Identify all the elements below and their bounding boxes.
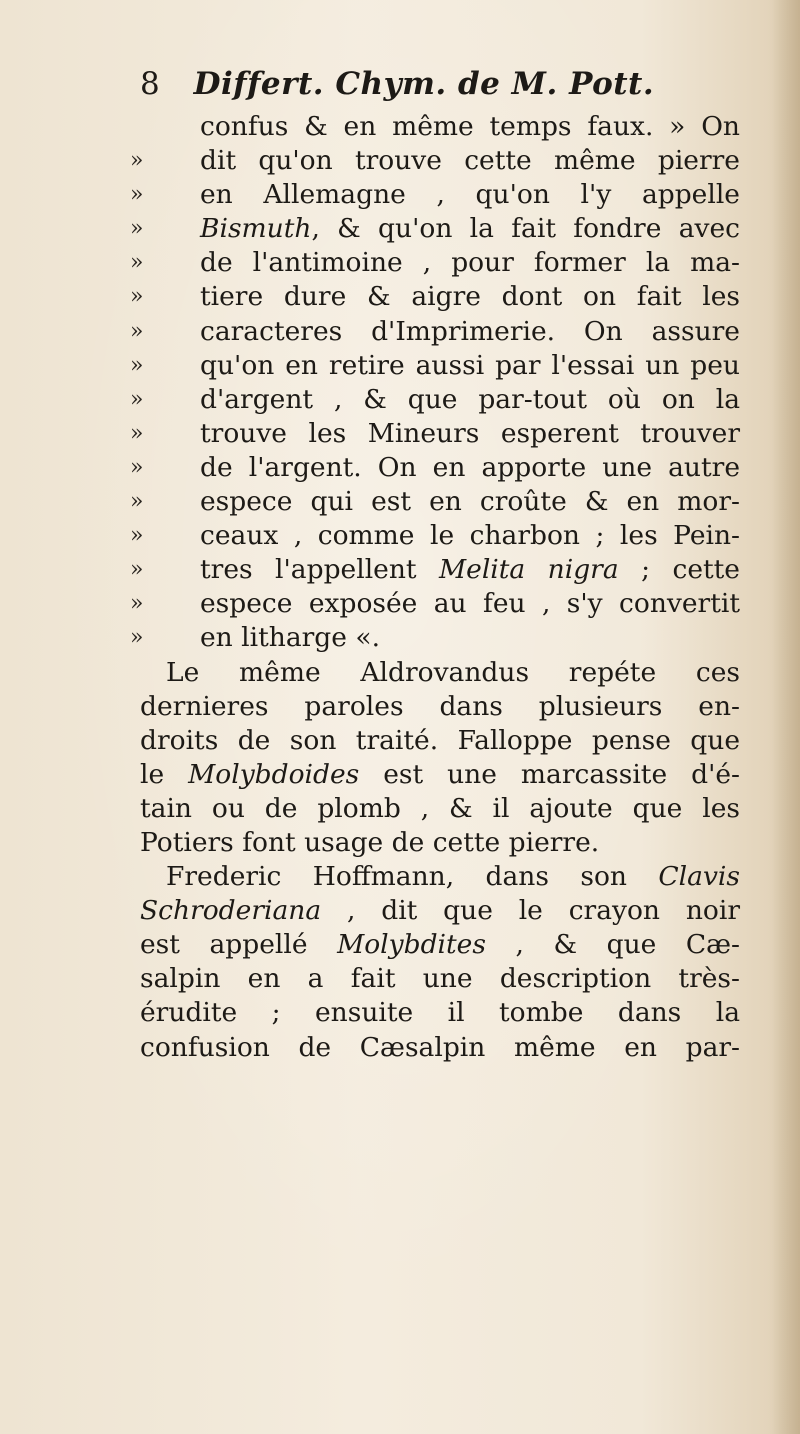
body-paragraphs — [140, 656, 760, 1065]
text-run: ; cette — [618, 554, 740, 586]
page-number: 8 — [140, 66, 160, 102]
text-run: espece exposée au feu , s'y convertit — [200, 588, 740, 620]
quotation-mark: » — [130, 454, 144, 480]
quotation-mark: » — [130, 250, 144, 276]
quotation-mark: » — [130, 420, 144, 446]
quotation-mark: » — [130, 557, 144, 583]
italic-text: Schroderiana — [140, 895, 322, 927]
text-run: le — [140, 758, 189, 790]
text-run: est appellé — [140, 929, 338, 961]
quotation-mark: » — [130, 284, 144, 310]
text-line — [140, 758, 740, 792]
text-run: tain ou de plomb , & il ajoute que les — [140, 792, 740, 824]
text-run: Le même Aldrovandus repéte ces — [166, 656, 740, 688]
text-line — [130, 587, 740, 621]
text-run: tiere dure & aigre dont on fait les — [200, 281, 740, 313]
quotation-mark: » — [130, 216, 144, 242]
italic-text: Bismuth — [200, 213, 312, 245]
quotation-mark: » — [130, 148, 144, 174]
text-line — [140, 1031, 740, 1065]
quotation-mark: » — [130, 386, 144, 412]
page-header — [140, 62, 740, 106]
quotation-mark: » — [130, 591, 144, 617]
italic-text: Molybdites — [337, 929, 486, 961]
italic-text: Melita nigra — [439, 554, 619, 586]
text-run: en litharge «. — [200, 622, 381, 654]
text-line — [140, 792, 740, 826]
quotation-mark: » — [130, 523, 144, 549]
text-run: droits de son traité. Falloppe pense que — [140, 724, 740, 756]
text-run: érudite ; ensuite il tombe dans la — [140, 997, 740, 1029]
text-line — [130, 178, 740, 212]
quotation-mark: » — [130, 352, 144, 378]
text-line — [130, 212, 740, 246]
text-line — [130, 349, 740, 383]
text-line — [140, 690, 740, 724]
text-line — [140, 962, 740, 996]
text-line — [130, 417, 740, 451]
text-run: , dit que le crayon noir — [321, 895, 740, 927]
quotation-mark: » — [130, 489, 144, 515]
text-run: salpin en a fait une description très- — [140, 963, 740, 995]
text-line — [130, 144, 740, 178]
text-line — [130, 553, 740, 587]
text-line — [130, 315, 740, 349]
quoted-passage — [130, 110, 760, 656]
text-line — [140, 656, 740, 690]
italic-text: Clavis — [658, 861, 740, 893]
text-line — [140, 826, 740, 860]
running-title: Differt. Chym. de M. Pott. — [193, 66, 655, 102]
text-line — [140, 894, 740, 928]
text-line — [200, 110, 740, 144]
text-run: est une marcassite d'é- — [359, 758, 740, 790]
text-line — [140, 860, 740, 894]
text-run: de l'antimoine , pour former la ma- — [200, 247, 740, 279]
text-run: dernieres paroles dans plusieurs en- — [140, 690, 740, 722]
quotation-mark: » — [130, 318, 144, 344]
text-line — [130, 383, 740, 417]
text-line — [130, 451, 740, 485]
text-run: Frederic Hoffmann, dans son — [166, 861, 659, 893]
text-run: , & que Cæ- — [485, 929, 741, 961]
text-run: caracteres d'Imprimerie. On assure — [200, 315, 740, 347]
text-run: d'argent , & que par-tout où on la — [200, 383, 740, 415]
text-run: en Allemagne , qu'on l'y appelle — [200, 179, 740, 211]
text-run: tres l'appellent — [200, 554, 440, 586]
text-line — [140, 928, 740, 962]
text-line — [130, 485, 740, 519]
text-run: qu'on en retire aussi par l'essai un peu — [200, 349, 740, 381]
text-line — [130, 280, 740, 314]
quotation-mark: » — [130, 625, 144, 651]
text-line — [140, 996, 740, 1030]
text-run: de l'argent. On en apporte une autre — [200, 451, 740, 483]
text-run: confus & en même temps faux. » On — [200, 111, 740, 142]
text-run: espece qui est en croûte & en mor- — [200, 486, 740, 518]
quotation-mark: » — [130, 182, 144, 208]
main-text — [130, 110, 760, 1065]
text-run: trouve les Mineurs esperent trouver — [200, 417, 740, 449]
page-edge-shadow — [772, 0, 800, 1434]
italic-text: Molybdoides — [188, 758, 360, 790]
text-run: , & qu'on la fait fondre avec — [311, 213, 740, 245]
text-run: ceaux , comme le charbon ; les Pein- — [200, 520, 740, 552]
text-run: Potiers font usage de cette pierre. — [140, 826, 600, 858]
text-run: confusion de Cæsalpin même en par- — [140, 1031, 740, 1063]
text-line — [130, 621, 740, 655]
text-line — [130, 519, 740, 553]
text-run: dit qu'on trouve cette même pierre — [200, 145, 740, 177]
text-line — [130, 246, 740, 280]
text-line — [140, 724, 740, 758]
